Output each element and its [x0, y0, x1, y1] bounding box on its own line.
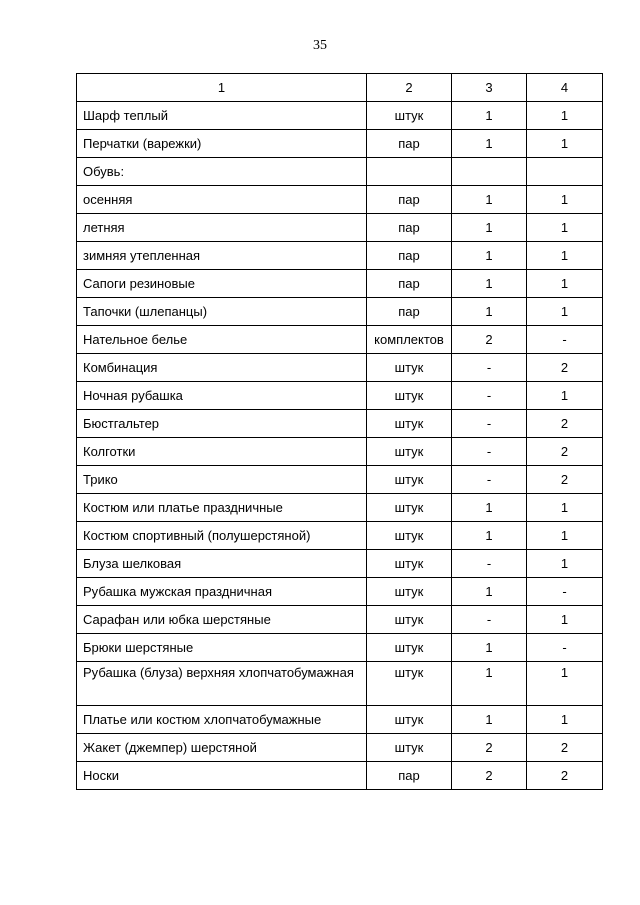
- unit-cell: штук: [367, 706, 452, 734]
- column-4-value-cell: -: [527, 634, 603, 662]
- unit-cell: штук: [367, 410, 452, 438]
- item-name-cell: Рубашка мужская праздничная: [77, 578, 367, 606]
- table-row: [77, 466, 603, 494]
- table-row: [77, 706, 603, 734]
- table-row: [77, 762, 603, 790]
- column-3-value-cell: 2: [452, 762, 527, 790]
- column-4-value-cell: -: [527, 578, 603, 606]
- table-row: [77, 158, 603, 186]
- item-name-cell: Жакет (джемпер) шерстяной: [77, 734, 367, 762]
- column-4-value-cell: 1: [527, 382, 603, 410]
- column-3-value-cell: -: [452, 382, 527, 410]
- item-name-cell: Носки: [77, 762, 367, 790]
- column-4-value-cell: 1: [527, 130, 603, 158]
- item-name-cell: Блуза шелковая: [77, 550, 367, 578]
- header-cell-2: 2: [367, 74, 452, 102]
- table-row: [77, 522, 603, 550]
- table-row: [77, 186, 603, 214]
- table-row: [77, 634, 603, 662]
- column-3-value-cell: 1: [452, 706, 527, 734]
- unit-cell: пар: [367, 270, 452, 298]
- unit-cell: пар: [367, 214, 452, 242]
- page-number: 35: [313, 38, 327, 53]
- column-4-value-cell: 2: [527, 438, 603, 466]
- column-3-value-cell: 1: [452, 130, 527, 158]
- item-name-cell: Перчатки (варежки): [77, 130, 367, 158]
- item-name-cell: зимняя утепленная: [77, 242, 367, 270]
- item-name-cell: Обувь:: [77, 158, 367, 186]
- table-header-row: [77, 74, 603, 102]
- unit-cell: штук: [367, 466, 452, 494]
- item-name-cell: летняя: [77, 214, 367, 242]
- column-3-value-cell: 1: [452, 186, 527, 214]
- table-row: [77, 326, 603, 354]
- column-3-value-cell: -: [452, 438, 527, 466]
- column-4-value-cell: 1: [527, 186, 603, 214]
- table-row: [77, 578, 603, 606]
- column-3-value-cell: [452, 158, 527, 186]
- column-4-value-cell: 1: [527, 494, 603, 522]
- table-row: [77, 298, 603, 326]
- column-3-value-cell: 1: [452, 634, 527, 662]
- unit-cell: пар: [367, 186, 452, 214]
- table-row: [77, 382, 603, 410]
- item-name-cell: Шарф теплый: [77, 102, 367, 130]
- item-name-cell: Колготки: [77, 438, 367, 466]
- item-name-cell: Сапоги резиновые: [77, 270, 367, 298]
- unit-cell: пар: [367, 762, 452, 790]
- column-4-value-cell: 1: [527, 662, 603, 706]
- table-row: [77, 438, 603, 466]
- column-3-value-cell: 1: [452, 298, 527, 326]
- item-name-cell: Платье или костюм хлопчатобумажные: [77, 706, 367, 734]
- table-row: [77, 550, 603, 578]
- header-cell-3: 3: [452, 74, 527, 102]
- column-4-value-cell: 1: [527, 270, 603, 298]
- clothing-norms-table: [76, 73, 603, 790]
- item-name-cell: Трико: [77, 466, 367, 494]
- item-name-cell: Костюм или платье праздничные: [77, 494, 367, 522]
- column-4-value-cell: 1: [527, 102, 603, 130]
- table-row: [77, 270, 603, 298]
- unit-cell: [367, 158, 452, 186]
- unit-cell: штук: [367, 522, 452, 550]
- unit-cell: пар: [367, 130, 452, 158]
- column-4-value-cell: 1: [527, 706, 603, 734]
- column-4-value-cell: 1: [527, 298, 603, 326]
- column-3-value-cell: 1: [452, 578, 527, 606]
- unit-cell: штук: [367, 578, 452, 606]
- table-row: [77, 354, 603, 382]
- column-3-value-cell: 1: [452, 522, 527, 550]
- item-name-cell: Сарафан или юбка шерстяные: [77, 606, 367, 634]
- column-4-value-cell: 1: [527, 606, 603, 634]
- unit-cell: пар: [367, 242, 452, 270]
- table-row: [77, 214, 603, 242]
- table-row: [77, 410, 603, 438]
- column-3-value-cell: 2: [452, 734, 527, 762]
- header-cell-4: 4: [527, 74, 603, 102]
- column-3-value-cell: 1: [452, 662, 527, 706]
- column-3-value-cell: -: [452, 606, 527, 634]
- column-4-value-cell: 2: [527, 466, 603, 494]
- unit-cell: штук: [367, 438, 452, 466]
- column-3-value-cell: 1: [452, 494, 527, 522]
- item-name-cell: Ночная рубашка: [77, 382, 367, 410]
- table-row: [77, 662, 603, 706]
- item-name-cell: Костюм спортивный (полушерстяной): [77, 522, 367, 550]
- table-row: [77, 734, 603, 762]
- unit-cell: штук: [367, 102, 452, 130]
- unit-cell: штук: [367, 662, 452, 706]
- header-cell-1: 1: [77, 74, 367, 102]
- column-4-value-cell: [527, 158, 603, 186]
- item-name-cell: Тапочки (шлепанцы): [77, 298, 367, 326]
- column-3-value-cell: -: [452, 410, 527, 438]
- column-3-value-cell: 2: [452, 326, 527, 354]
- table-row: [77, 130, 603, 158]
- column-4-value-cell: 1: [527, 522, 603, 550]
- item-name-cell: осенняя: [77, 186, 367, 214]
- item-name-cell: Рубашка (блуза) верхняя хлопчатобумажная: [77, 662, 367, 706]
- column-3-value-cell: -: [452, 466, 527, 494]
- unit-cell: штук: [367, 734, 452, 762]
- column-4-value-cell: 2: [527, 762, 603, 790]
- unit-cell: пар: [367, 298, 452, 326]
- column-4-value-cell: 2: [527, 734, 603, 762]
- column-4-value-cell: 1: [527, 550, 603, 578]
- column-4-value-cell: -: [527, 326, 603, 354]
- unit-cell: штук: [367, 354, 452, 382]
- column-3-value-cell: -: [452, 550, 527, 578]
- column-3-value-cell: 1: [452, 214, 527, 242]
- column-3-value-cell: 1: [452, 102, 527, 130]
- unit-cell: комплектов: [367, 326, 452, 354]
- item-name-cell: Бюстгальтер: [77, 410, 367, 438]
- column-4-value-cell: 2: [527, 410, 603, 438]
- column-3-value-cell: 1: [452, 242, 527, 270]
- item-name-cell: Брюки шерстяные: [77, 634, 367, 662]
- table-row: [77, 102, 603, 130]
- column-3-value-cell: 1: [452, 270, 527, 298]
- column-4-value-cell: 1: [527, 242, 603, 270]
- item-name-cell: Комбинация: [77, 354, 367, 382]
- item-name-cell: Нательное белье: [77, 326, 367, 354]
- unit-cell: штук: [367, 382, 452, 410]
- column-4-value-cell: 1: [527, 214, 603, 242]
- unit-cell: штук: [367, 494, 452, 522]
- unit-cell: штук: [367, 634, 452, 662]
- column-3-value-cell: -: [452, 354, 527, 382]
- table-row: [77, 606, 603, 634]
- table-row: [77, 242, 603, 270]
- column-4-value-cell: 2: [527, 354, 603, 382]
- table-row: [77, 494, 603, 522]
- unit-cell: штук: [367, 550, 452, 578]
- unit-cell: штук: [367, 606, 452, 634]
